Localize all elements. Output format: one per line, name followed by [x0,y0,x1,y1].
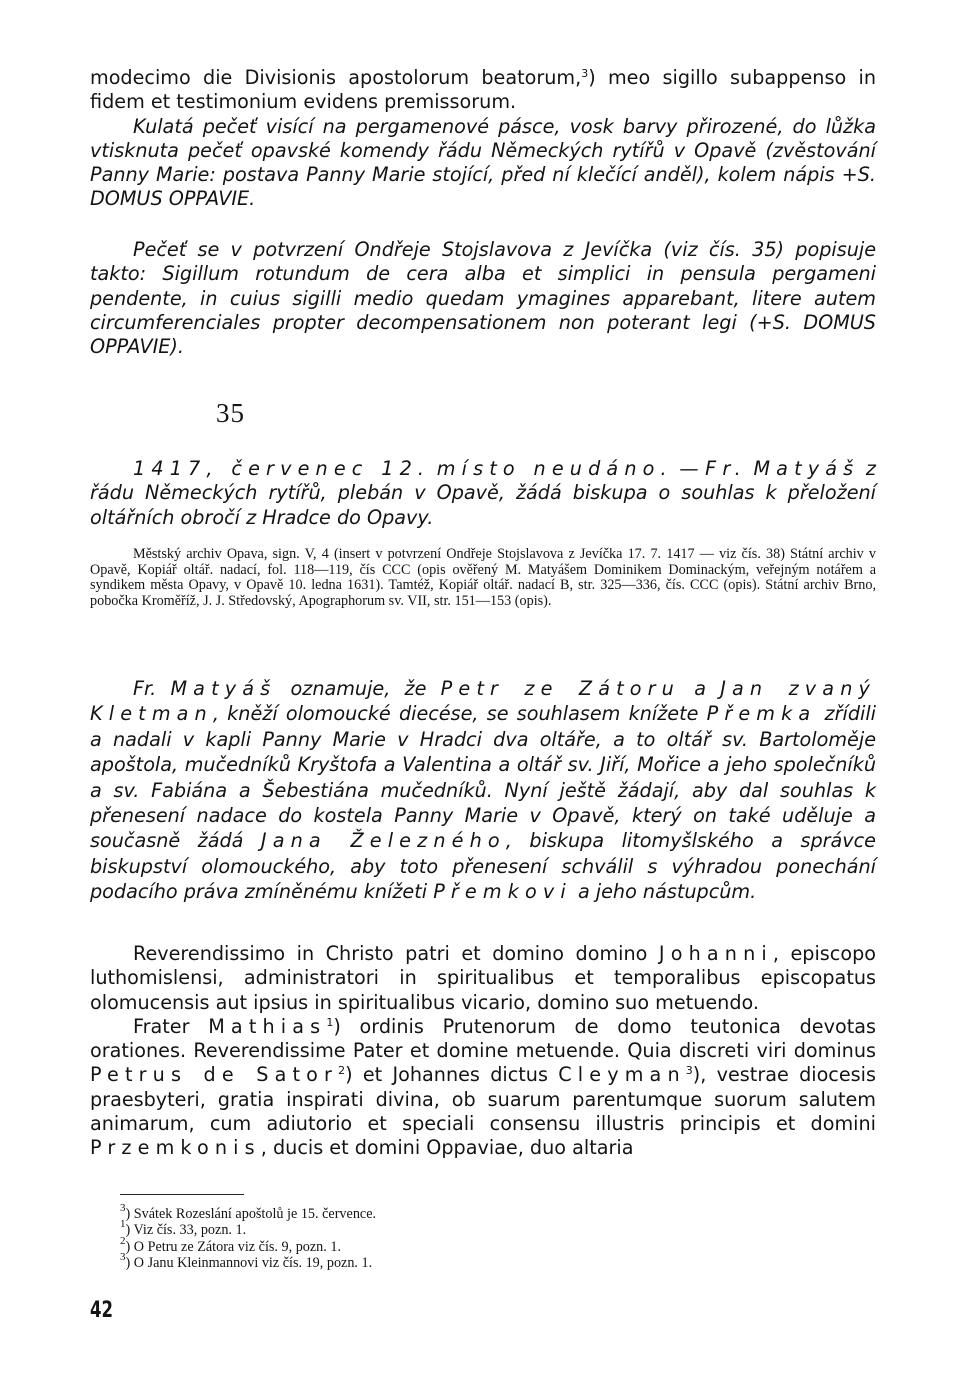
seal-note: Pečeť se v potvrzení Ondřeje Stojslavova z Jevíčka (viz čís. 35) popisuje takto: Sigillum rotundum de cera alba et simplici in pensula pergameni pendente, in cuius sigilli medio quedam ymagines apparebant, litere autem circumferenciales propter decompensationem non poterant legi (+S. DOMUS OPPAVIE). [90,238,876,359]
latin-name: Mathias [208,1014,327,1038]
latin-span: Frater [133,1014,209,1038]
regest-name: Přemkovi [433,880,572,904]
footnote-rule [120,1194,244,1195]
latin-name: Cleyman [558,1063,686,1087]
regest-text: zřídili a nadali v kapli Panny Marie v Hradci dva oltáře, a to oltář sv. Bartoloměje apoštola, mučedníků Kryštofa a Valentina a oltář sv. Jiří, Mořice a jeho společníků a sv. Fabiána a Šebestiána mučedníků. Nyní ještě žádají, aby dal souhlas k přenesení nadace do kostela Panny Marie v Opavě, který on také uděluje a současně žádá [90,702,876,853]
regest-text: Fr. [133,677,171,700]
footnote-ref: 2 [338,1064,346,1078]
footnote-ref: 3 [685,1064,693,1078]
footnote-mark: 3 [120,1202,126,1214]
latin-name: Johanni [658,942,773,965]
closing-text-cont: ) meo sigillo subappenso in fidem et testimonium evidens premissorum. [90,66,876,114]
regest-text: , kněží olomoucké diecése, se souhlasem knížete [212,702,707,726]
regest-name: Jana Železného [260,829,506,853]
latin-span: Reverendissimo in Christo patri et domino domino [133,942,659,965]
latin-address [90,942,876,1015]
regest-text: a [680,677,721,700]
regest-name: Petr ze Zátoru [440,677,680,700]
footnote [120,1251,820,1272]
latin-span: , ducis et domini Oppaviae, duo altaria [260,1136,634,1160]
footnote-text: ) O Janu Kleinmannovi viz čís. 19, pozn. 1. [125,1255,373,1272]
heading-place: místo neudáno. [436,457,673,480]
closing-paragraph [90,66,876,212]
regest-name: Přemka [706,702,817,726]
archival-sources: Městský archiv Opava, sign. V, 4 (insert v potvrzení Ondřeje Stojslavova z Jevíčka 17. 7. 1417 — viz čís. 38) Státní archiv v Opavě, Kopiář oltář. nadací, fol. 118—119, čís CCC (opis ověřený M. Matyášem Dominikem Dominackým, veřejným notářem a syndikem města Opavy, v Opavě 10. ledna 1631). Tamtéž, Kopiář oltář. nadací B, str. 325—336, čís. CCC (opis). Státní archiv Brno, pobočka Kroměříž, J. J. Středovský, Apographorum sv. VII, str. 151—153 (opis). [90,546,876,609]
footnote-mark: 3 [120,1251,126,1264]
seal-description: Kulatá pečeť visící na pergamenové pásce, vosk barvy přirozené, do lůžka vtisknuta pečeť opavské komendy řádu Německých rytířů v Opavě (zvěstování Panny Marie: postava Panny Marie stojící, před ní klečící anděl), kolem nápis +S. DOMUS OPPAVIE. [90,114,876,211]
latin-span: ) et Johannes dictus [345,1063,559,1087]
footnote [120,1234,820,1255]
closing-text: modecimo die Divisionis apostolorum beatorum, [90,66,582,89]
regest-paragraph [90,676,876,905]
footnote [120,1202,820,1222]
regest-text: oznamuje, že [276,677,441,700]
footnotes [120,1202,820,1272]
latin-name: Przemkonis [90,1136,261,1160]
footnote-ref: 1 [326,1015,334,1029]
heading-dash: — [672,457,706,480]
footnote [120,1218,820,1239]
footnote-text: ) Svátek Rozeslání apoštolů je 15. července. [125,1206,377,1222]
regest-name: Jan zvaný Kletman [90,677,876,726]
footnote-mark: 2 [120,1234,126,1247]
footnote-ref: 3 [581,67,589,80]
document-heading [90,457,876,530]
regest-text: , biskupa litomyšlského a správce biskupství olomouckého, aby toto přenesení schválil s výhradou ponechání podacího práva zmíněnému knížeti [90,829,876,904]
footnote-text: ) Viz čís. 33, pozn. 1. [125,1222,247,1239]
latin-name: Petrus de Sator [90,1063,339,1087]
latin-span: ), vestrae diocesis praesbyteri, gratia inspirati divina, ob suarum parentumque suorum salutem animarum, cum adiutorio et speciali consensu illustris principis et domini [90,1063,876,1136]
footnote-mark: 1 [120,1218,126,1231]
latin-span: ) ordinis Prutenorum de domo teutonica devotas orationes. Reverendissime Pater et domine metuende. Quia discreti viri dominus [90,1014,876,1063]
regest-name: Matyáš [170,677,277,700]
latin-text [90,942,876,1161]
heading-fr: Fr. [705,457,747,480]
heading-date: 1417, červenec 12. [133,457,431,480]
page-number: 42 [90,1298,113,1323]
heading-summary: z řádu Německých rytířů, plebán v Opavě, žádá biskupa o souhlas k přeložení oltářních obročí z Hradce do Opavy. [90,457,876,529]
latin-body [90,1015,876,1161]
regest-text: a jeho nástupcům. [571,880,757,904]
latin-span: , episcopo luthomislensi, administratori in spiritualibus et temporalibus episcopatus olomucensis aut ipsius in spiritualibus vicario, domino suo metuendo. [90,942,876,1014]
footnote-text: ) O Petru ze Zátora viz čís. 9, pozn. 1. [125,1238,342,1255]
heading-name: Matyáš [753,457,860,480]
document-number: 35 [216,398,245,428]
